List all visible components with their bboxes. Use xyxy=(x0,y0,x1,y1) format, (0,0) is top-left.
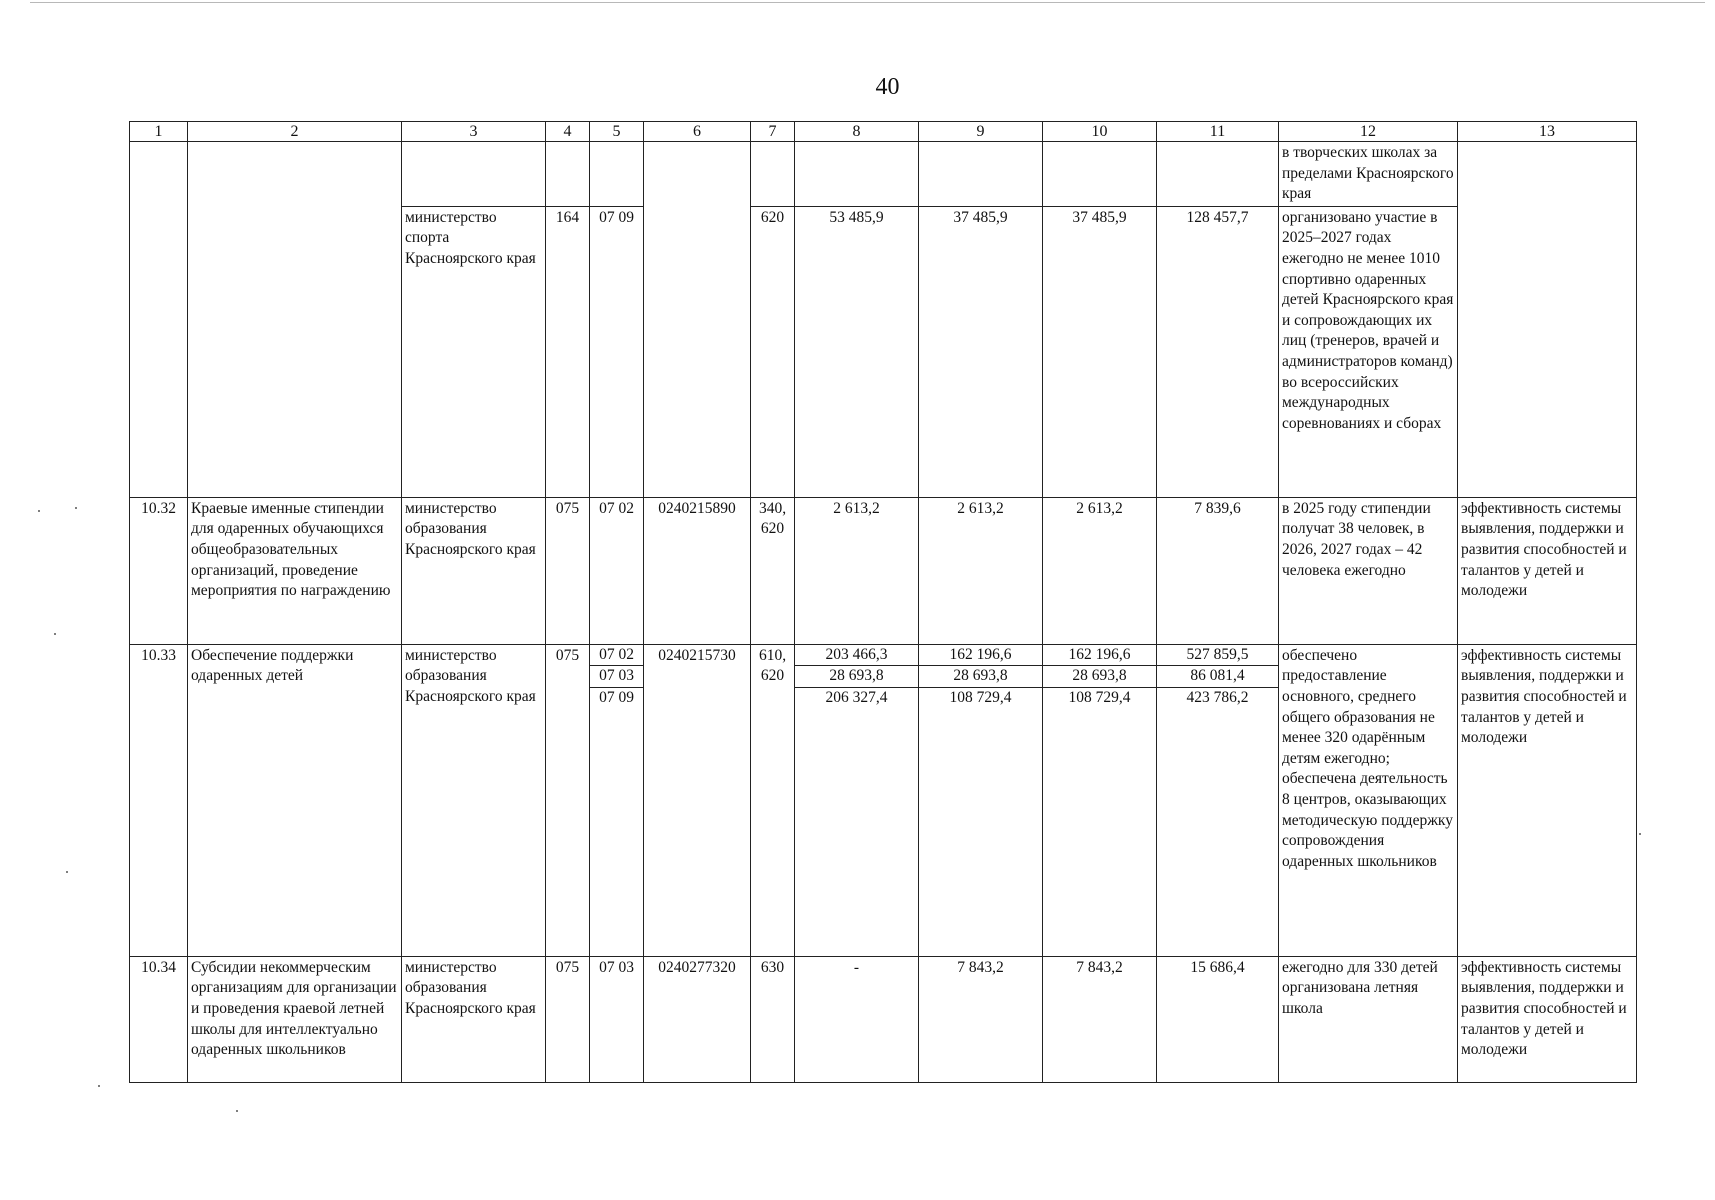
header-cell-11: 11 xyxy=(1157,122,1279,142)
row-org: министерство образования Красноярского края xyxy=(402,956,546,1082)
row-number: 10.34 xyxy=(130,956,188,1082)
row-col11-line-2: 86 081,4 xyxy=(1157,666,1278,688)
row-col11-line-1: 527 859,5 xyxy=(1157,645,1278,667)
top-edge-line xyxy=(30,2,1705,3)
cont-b-col5: 07 09 xyxy=(590,206,644,497)
row-col10 xyxy=(1043,644,1157,956)
row-col6: 0240215890 xyxy=(644,497,751,644)
header-cell-2: 2 xyxy=(188,122,402,142)
cont-a-col9 xyxy=(919,142,1043,207)
cont-cell-num xyxy=(130,142,188,498)
cont-b-col12: организовано участие в 2025–2027 годах ежегодно не менее 1010 спортивно одаренных детей Красноярского края и сопровождающих их лиц (тренеров, врачей и администраторов команд) во всероссийских международных соревнованиях и сборах xyxy=(1279,206,1458,497)
cont-a-col3 xyxy=(402,142,546,207)
header-cell-12: 12 xyxy=(1279,122,1458,142)
header-cell-3: 3 xyxy=(402,122,546,142)
row-name: Краевые именные стипендии для одаренных обучающихся общеобразовательных организаций, проведение мероприятия по награждению xyxy=(188,497,402,644)
scan-speck xyxy=(54,633,56,635)
row-col8-line-2: 28 693,8 xyxy=(795,666,918,688)
row-col11: 7 839,6 xyxy=(1157,497,1279,644)
page-number: 40 xyxy=(875,74,900,100)
row-col5: 07 03 xyxy=(590,956,644,1082)
row-col6: 0240215730 xyxy=(644,644,751,956)
row-org: министерство образования Красноярского края xyxy=(402,497,546,644)
row-col8: - xyxy=(795,956,919,1082)
row-col5: 07 02 xyxy=(590,497,644,644)
scan-speck xyxy=(66,871,68,873)
cont-cell-col6 xyxy=(644,142,751,498)
cont-b-col11: 128 457,7 xyxy=(1157,206,1279,497)
row-col9: 2 613,2 xyxy=(919,497,1043,644)
header-cell-1: 1 xyxy=(130,122,188,142)
scan-speck xyxy=(75,507,77,509)
row-col5-line-1: 07 02 xyxy=(590,645,643,667)
row-col8: 2 613,2 xyxy=(795,497,919,644)
row-col11 xyxy=(1157,644,1279,956)
row-col7: 340, 620 xyxy=(751,497,795,644)
cont-cell-name xyxy=(188,142,402,498)
row-indicator: эффективность системы выявления, поддержки и развития способностей и талантов у детей и молодежи xyxy=(1458,497,1637,644)
scan-speck xyxy=(1639,833,1641,835)
header-cell-10: 10 xyxy=(1043,122,1157,142)
row-col9 xyxy=(919,644,1043,956)
row-col9-line-1: 162 196,6 xyxy=(919,645,1042,667)
header-cell-4: 4 xyxy=(546,122,590,142)
cont-b-col4: 164 xyxy=(546,206,590,497)
cont-a-col11 xyxy=(1157,142,1279,207)
row-col11-line-3: 423 786,2 xyxy=(1186,688,1249,706)
row-org: министерство образования Красноярского края xyxy=(402,644,546,956)
cont-cell-col13 xyxy=(1458,142,1637,498)
header-cell-9: 9 xyxy=(919,122,1043,142)
row-col11: 15 686,4 xyxy=(1157,956,1279,1082)
row-result: ежегодно для 330 детей организована летняя школа xyxy=(1279,956,1458,1082)
row-col5 xyxy=(590,644,644,956)
row-col5-line-3: 07 09 xyxy=(599,688,634,706)
table-row-10-32 xyxy=(130,497,1637,644)
cont-a-col7 xyxy=(751,142,795,207)
table-row-10-34 xyxy=(130,956,1637,1082)
row-col10-line-1: 162 196,6 xyxy=(1043,645,1156,667)
cont-a-col5 xyxy=(590,142,644,207)
budget-table xyxy=(129,121,1637,1083)
cont-b-col9: 37 485,9 xyxy=(919,206,1043,497)
scan-speck xyxy=(38,510,40,512)
row-result: обеспечено предоставление основного, среднего общего образования не менее 320 одарённым детям ежегодно; обеспечена деятельность 8 центров, оказывающих методическую поддержку сопровождения одаренных школьников xyxy=(1279,644,1458,956)
row-col8-line-1: 203 466,3 xyxy=(795,645,918,667)
header-cell-5: 5 xyxy=(590,122,644,142)
header-cell-7: 7 xyxy=(751,122,795,142)
row-col4: 075 xyxy=(546,644,590,956)
cont-b-col3: министерство спорта Красноярского края xyxy=(402,206,546,497)
row-col6: 0240277320 xyxy=(644,956,751,1082)
cont-b-col8: 53 485,9 xyxy=(795,206,919,497)
row-col10: 2 613,2 xyxy=(1043,497,1157,644)
continuation-row-a xyxy=(130,142,1637,207)
header-cell-13: 13 xyxy=(1458,122,1637,142)
row-name: Обеспечение поддержки одаренных детей xyxy=(188,644,402,956)
header-cell-8: 8 xyxy=(795,122,919,142)
row-indicator: эффективность системы выявления, поддержки и развития способностей и талантов у детей и молодежи xyxy=(1458,644,1637,956)
row-col4: 075 xyxy=(546,497,590,644)
cont-a-col8 xyxy=(795,142,919,207)
row-indicator: эффективность системы выявления, поддержки и развития способностей и талантов у детей и молодежи xyxy=(1458,956,1637,1082)
row-col10: 7 843,2 xyxy=(1043,956,1157,1082)
cont-b-col7: 620 xyxy=(751,206,795,497)
row-number: 10.33 xyxy=(130,644,188,956)
scan-speck xyxy=(98,1085,100,1087)
row-col7: 630 xyxy=(751,956,795,1082)
row-name: Субсидии некоммерческим организациям для организации и проведения краевой летней школы для интеллектуально одаренных школьников xyxy=(188,956,402,1082)
scan-speck xyxy=(236,1110,238,1112)
row-result: в 2025 году стипендии получат 38 человек, в 2026, 2027 годах – 42 человека ежегодно xyxy=(1279,497,1458,644)
row-col10-line-3: 108 729,4 xyxy=(1068,688,1131,706)
row-col5-line-2: 07 03 xyxy=(590,666,643,688)
cont-a-col12: в творческих школах за пределами Красноярского края xyxy=(1279,142,1458,207)
header-cell-6: 6 xyxy=(644,122,751,142)
row-col10-line-2: 28 693,8 xyxy=(1043,666,1156,688)
row-col4: 075 xyxy=(546,956,590,1082)
table-row-10-33 xyxy=(130,644,1637,956)
row-col9-line-3: 108 729,4 xyxy=(949,688,1012,706)
row-col8-line-3: 206 327,4 xyxy=(825,688,888,706)
cont-a-col10 xyxy=(1043,142,1157,207)
row-col7: 610, 620 xyxy=(751,644,795,956)
row-col9: 7 843,2 xyxy=(919,956,1043,1082)
row-col8 xyxy=(795,644,919,956)
row-col9-line-2: 28 693,8 xyxy=(919,666,1042,688)
cont-b-col10: 37 485,9 xyxy=(1043,206,1157,497)
header-row xyxy=(130,122,1637,142)
row-number: 10.32 xyxy=(130,497,188,644)
cont-a-col4 xyxy=(546,142,590,207)
